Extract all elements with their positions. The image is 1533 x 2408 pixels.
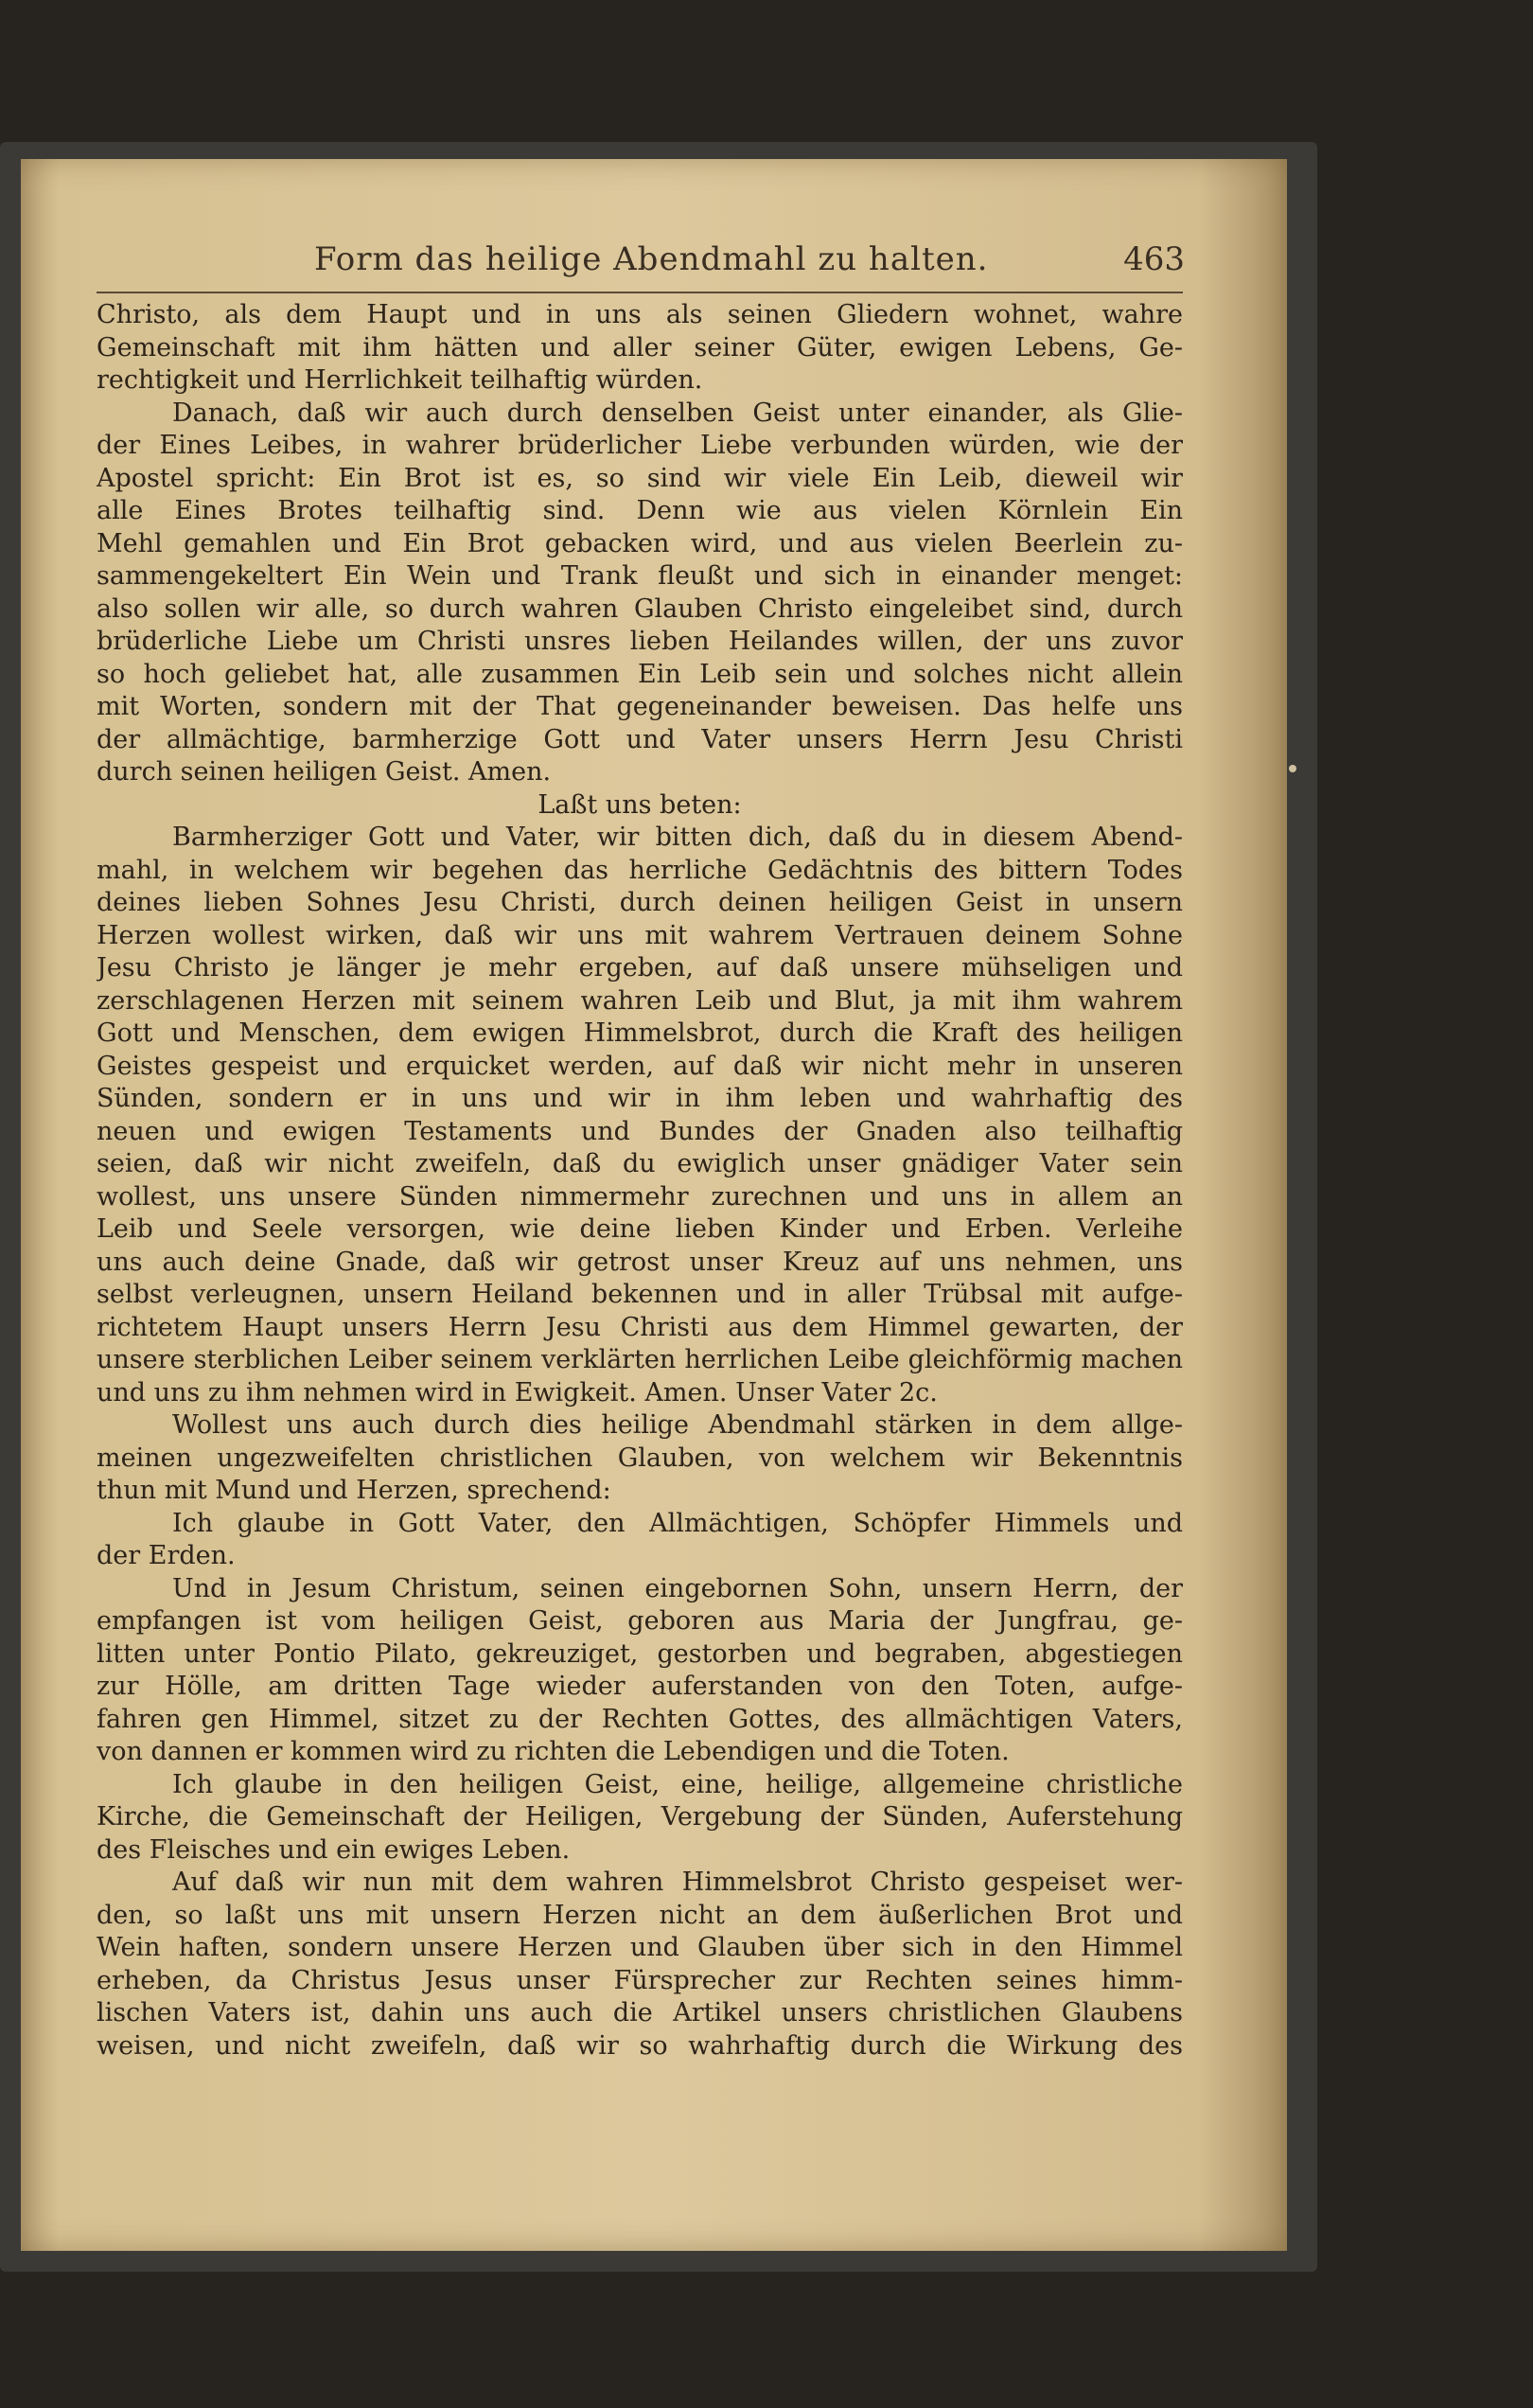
text-line: selbst verleugnen, unsern Heiland bekennen und in aller Trübsal mit aufge- (97, 1280, 1183, 1309)
text-line: mit Worten, sondern mit der That gegeneinander beweisen. Das helfe uns (97, 692, 1183, 721)
text-line: des Fleisches und ein ewiges Leben. (97, 1834, 571, 1865)
text-line: uns auch deine Gnade, daß wir getrost unser Kreuz auf uns nehmen, uns (97, 1247, 1183, 1277)
text-line: empfangen ist vom heiligen Geist, geboren aus Maria der Jungfrau, ge- (97, 1606, 1183, 1636)
text-line: sammengekeltert Ein Wein und Trank fleußt und sich in einander menget: (97, 561, 1183, 591)
text-line: Mehl gemahlen und Ein Brot gebacken wird, und aus vielen Beerlein zu- (97, 528, 1183, 558)
page-number: 463 (1123, 240, 1185, 278)
text-line: Jesu Christo je länger je mehr ergeben, auf daß unsere mühseligen und (97, 953, 1183, 983)
text-line: der Eines Leibes, in wahrer brüderlicher Liebe verbunden würden, wie der (97, 431, 1183, 460)
text-line: von dannen er kommen wird zu richten die Lebendigen und die Toten. (97, 1737, 1010, 1766)
text-line: Herzen wollest wirken, daß wir uns mit wahrem Vertrauen deinem Sohne (97, 920, 1183, 950)
text-line: mahl, in welchem wir begehen das herrliche Gedächtnis des bittern Todes (97, 855, 1183, 885)
text-line: zur Hölle, am dritten Tage wieder auferstanden von den Toten, aufge- (97, 1672, 1183, 1701)
text-line: so hoch geliebet hat, alle zusammen Ein Leib sein und solches nicht allein (97, 659, 1183, 689)
running-title: Form das heilige Abendmahl zu halten. (314, 240, 989, 278)
text-line: Und in Jesum Christum, seinen eingebornen Sohn, unsern Herrn, der (172, 1573, 1183, 1603)
text-line: Kirche, die Gemeinschaft der Heiligen, Vergebung der Sünden, Auferstehung (97, 1802, 1183, 1832)
text-line: meinen ungezweifelten christlichen Glauben, von welchem wir Bekenntnis (97, 1443, 1183, 1473)
text-line: Wollest uns auch durch dies heilige Abendmahl stärken in dem allge- (172, 1410, 1183, 1440)
text-line: litten unter Pontio Pilato, gekreuziget, gestorben und begraben, abgestiegen (97, 1638, 1183, 1669)
text-line: wollest, uns unsere Sünden nimmermehr zurechnen und uns in allem an (97, 1181, 1183, 1212)
text-line: erheben, da Christus Jesus unser Fürsprecher zur Rechten seines himm- (97, 1965, 1183, 1995)
text-line: der allmächtige, barmherzige Gott und Vater unsers Herrn Jesu Christi (97, 724, 1183, 754)
text-line: richtetem Haupt unsers Herrn Jesu Christi aus dem Himmel gewarten, der (97, 1312, 1183, 1342)
book-page (21, 159, 1287, 2251)
text-line: fahren gen Himmel, sitzet zu der Rechten Gottes, des allmächtigen Vaters, (97, 1704, 1183, 1734)
body-text (97, 299, 1183, 2063)
text-line: lischen Vaters ist, dahin uns auch die Artikel unsers christlichen Glaubens (97, 1998, 1183, 2027)
text-line: Danach, daß wir auch durch denselben Geist unter einander, als Glie- (172, 398, 1183, 428)
page-header (314, 240, 1185, 288)
text-line: Geistes gespeist und erquicket werden, auf daß wir nicht mehr in unseren (97, 1051, 1183, 1081)
text-line: Wein haften, sondern unsere Herzen und Glauben über sich in den Himmel (97, 1933, 1183, 1962)
text-line: Christo, als dem Haupt und in uns als seinen Gliedern wohnet, wahre (97, 300, 1183, 329)
text-line: Sünden, sondern er in uns und wir in ihm leben und wahrhaftig des (97, 1084, 1183, 1113)
text-line: Gemeinschaft mit ihm hätten und aller seiner Güter, ewigen Lebens, Ge- (97, 332, 1183, 363)
text-line: thun mit Mund und Herzen, sprechend: (97, 1476, 611, 1505)
text-line: der Erden. (97, 1541, 236, 1570)
text-line: neuen und ewigen Testaments und Bundes der Gnaden also teilhaftig (97, 1116, 1183, 1146)
text-line: zerschlagenen Herzen mit seinem wahren Leib und Blut, ja mit ihm wahrem (97, 985, 1183, 1016)
section-heading: Laßt uns beten: (537, 789, 742, 820)
text-line: Barmherziger Gott und Vater, wir bitten dich, daß du in diesem Abend- (172, 823, 1183, 852)
text-line: also sollen wir alle, so durch wahren Glauben Christo eingeleibet sind, durch (97, 593, 1183, 624)
paper-speck (1289, 765, 1296, 772)
text-line: Auf daß wir nun mit dem wahren Himmelsbrot Christo gespeiset wer- (172, 1868, 1183, 1897)
text-line: Ich glaube in Gott Vater, den Allmächtigen, Schöpfer Himmels und (172, 1508, 1183, 1538)
text-line: seien, daß wir nicht zweifeln, daß du ewiglich unser gnädiger Vater sein (97, 1149, 1183, 1178)
text-line: deines lieben Sohnes Jesu Christi, durch deinen heiligen Geist in unsern (97, 888, 1183, 917)
text-line: rechtigkeit und Herrlichkeit teilhaftig würden. (97, 365, 703, 395)
text-line: alle Eines Brotes teilhaftig sind. Denn wie aus vielen Körnlein Ein (97, 496, 1183, 525)
text-line: und uns zu ihm nehmen wird in Ewigkeit. Amen. Unser Vater 2c. (97, 1377, 938, 1408)
text-line: durch seinen heiligen Geist. Amen. (97, 757, 552, 787)
text-line: den, so laßt uns mit unsern Herzen nicht an dem äußerlichen Brot und (97, 1900, 1183, 1930)
text-line: weisen, und nicht zweifeln, daß wir so wahrhaftig durch die Wirkung des (97, 2030, 1183, 2061)
text-line: unsere sterblichen Leiber seinem verklärten herrlichen Leibe gleichförmig machen (97, 1345, 1183, 1374)
text-line: brüderliche Liebe um Christi unsres lieben Heilandes willen, der uns zuvor (97, 627, 1183, 656)
text-line: Apostel spricht: Ein Brot ist es, so sind wir viele Ein Leib, dieweil wir (97, 463, 1183, 493)
text-line: Ich glaube in den heiligen Geist, eine, heilige, allgemeine christliche (172, 1769, 1183, 1799)
text-line: Leib und Seele versorgen, wie deine lieben Kinder und Erben. Verleihe (97, 1214, 1183, 1244)
text-line: Gott und Menschen, dem ewigen Himmelsbrot, durch die Kraft des heiligen (97, 1018, 1183, 1048)
header-rule (97, 292, 1183, 293)
